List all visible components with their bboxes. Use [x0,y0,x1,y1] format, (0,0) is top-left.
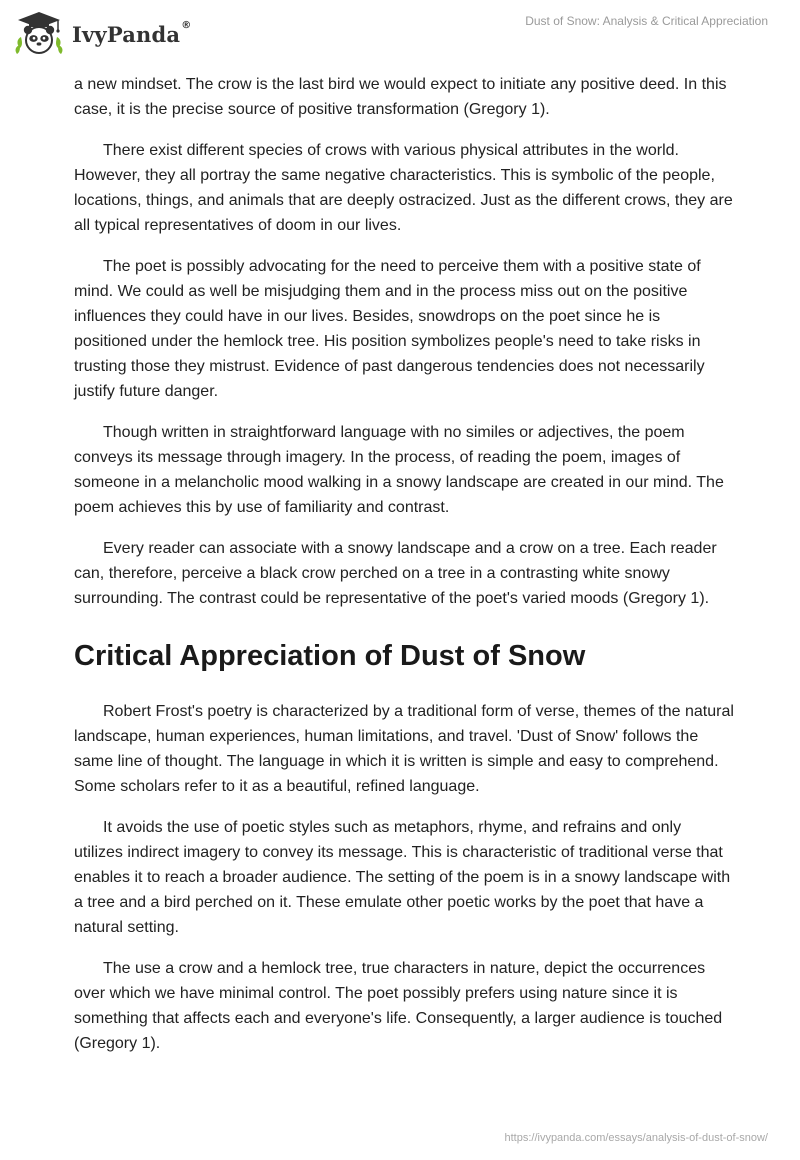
page-header [0,0,800,70]
paragraph: Though written in straightforward language with no similes or adjectives, the poem conveys its message through imagery. In the process, of reading the poem, images of someone in a melancholic mood walking in a snowy landscape are created in our mind. The poem achieves this by use of familiarity and contrast. [74,424,724,516]
paragraph: The use a crow and a hemlock tree, true characters in nature, depict the occurrences over which we have minimal control. The poet possibly prefers using nature since it is something that affects each and everyone's life. Consequently, a larger audience is touched (Gregory 1). [74,960,723,1052]
paragraph: It avoids the use of poetic styles such as metaphors, rhyme, and refrains and only utilizes indirect imagery to convey its message. This is characteristic of traditional verse that enables it to reach a broader audience. The setting of the poem is in a snowy landscape with a tree and a bird perched on it. These emulate other poetic works by the poet that have a natural setting. [74,819,731,936]
paragraph: a new mindset. The crow is the last bird we would expect to initiate any positive deed. In this case, it is the precise source of positive transformation (Gregory 1). [74,76,727,118]
paragraph: There exist different species of crows with various physical attributes in the world. However, they all portray the same negative characteristics. This is symbolic of the people, locations, things, and animals that are deeply ostracized. Just as the different crows, they are all typical representatives of doom in our lives. [74,142,733,234]
paragraph: Every reader can associate with a snowy landscape and a crow on a tree. Each reader can, therefore, perceive a black crow perched on a tree in a contrasting white snowy surrounding. The contrast could be representative of the poet's varied moods (Gregory 1). [74,540,717,607]
brand-name: IvyPanda® [72,19,192,47]
paragraph: The poet is possibly advocating for the need to perceive them with a positive state of mind. We could as well be misjudging them and in the process miss out on the positive influences they could have in our lives. Besides, snowdrops on the poet since he is positioned under the hemlock tree. His position symbolizes people's need to take risks in trusting those they mistrust. Evidence of past dangerous tendencies does not necessarily justify future danger. [74,258,705,400]
ivypanda-logo[interactable] [14,10,191,56]
registered-mark: ® [181,19,192,31]
panda-graduate-icon [14,10,64,56]
article-body [74,72,734,1072]
section-heading: Critical Appreciation of Dust of Snow [74,640,586,672]
document-title: Dust of Snow: Analysis & Critical Appreciation [525,14,768,28]
paragraph: Robert Frost's poetry is characterized by a traditional form of verse, themes of the natural landscape, human experiences, human limitations, and travel. 'Dust of Snow' follows the same line of thought. The language in which it is written is simple and easy to comprehend. Some scholars refer to it as a beautiful, refined language. [74,703,734,795]
source-url[interactable]: https://ivypanda.com/essays/analysis-of-dust-of-snow/ [504,1132,768,1144]
